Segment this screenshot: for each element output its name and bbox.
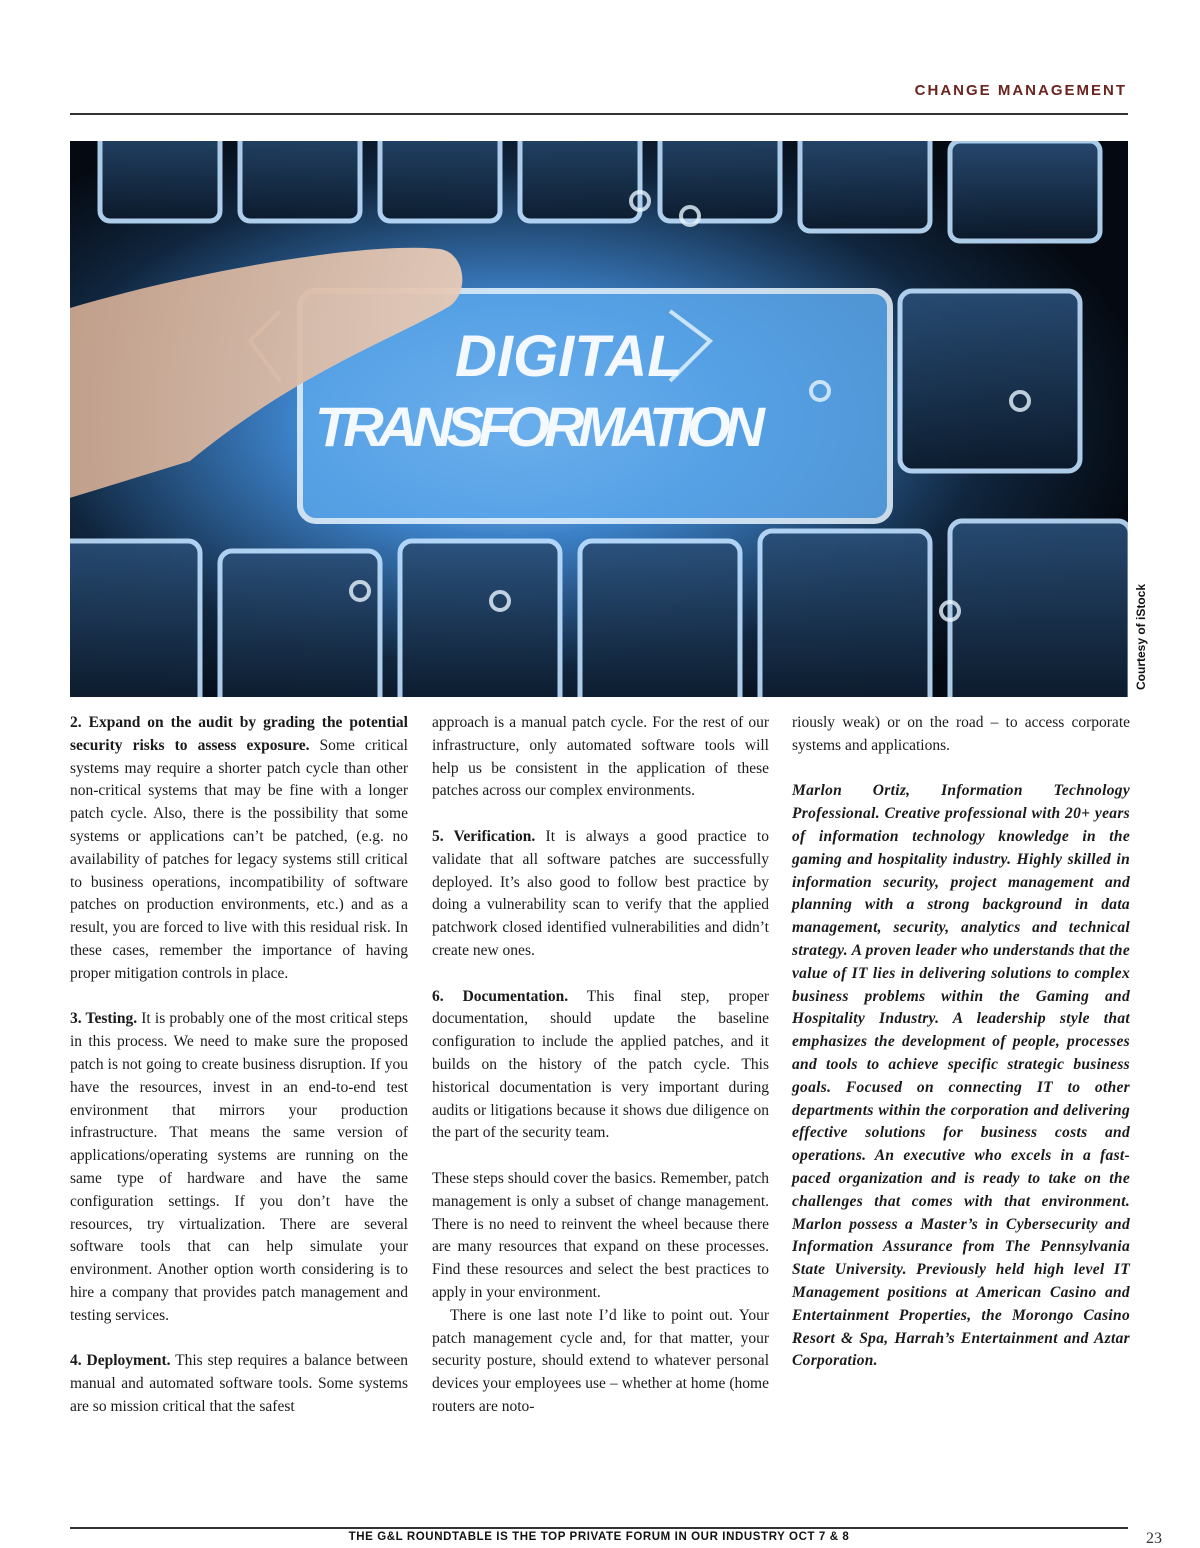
paragraph (70, 1008, 408, 1327)
paragraph (70, 712, 408, 986)
paragraph: riously weak) or on the road – to access corporate systems and applications. (792, 714, 1130, 754)
column-3 (792, 712, 1130, 1373)
paragraph: These steps should cover the basics. Remember, patch management is only a subset of change management. There is no need to reinvent the wheel because there are many resources that expand on these processes. Find these resources and select the best practices to apply in your environment. (432, 1169, 769, 1301)
image-text-digital: DIGITAL (455, 324, 683, 389)
step-heading: 5. Verification. (432, 827, 536, 845)
step-heading: 4. Deployment. (70, 1352, 171, 1370)
step-heading: 3. Testing. (70, 1010, 138, 1028)
author-bio: Marlon Ortiz, Information Technology Professional. Creative professional with 20+ years of information technology knowledge in the gaming and hospitality industry. Highly skilled in information security, project management and planning with a strong background in data management, security, analytics and technical strategy. A proven leader who understands that the value of IT lies in delivering solutions to complex business problems within the Gaming and Hospitality Industry. A leadership style that emphasizes the development of people, processes and tools to achieve specific strategic business goals. Focused on connecting IT to other departments within the corporation and delivering effective solutions for business costs and operations. An executive who excels in a fast-paced organization and is ready to take on the challenges that comes with that environment. Marlon possess a Master’s in Cybersecurity and Information Assurance from The Pennsylvania State University. Previously held high level IT Management positions at American Casino and Entertainment Properties, the Morongo Casino Resort & Spa, Harrah’s Entertainment and Aztar Corporation. (792, 782, 1130, 1370)
column-1 (70, 712, 408, 1419)
page-number: 23 (1146, 1530, 1162, 1547)
keyboard-illustration (70, 141, 1128, 697)
photo-credit: Courtesy of iStock (1134, 583, 1148, 690)
paragraph (432, 826, 769, 963)
step-heading: 2. Expand on the audit by grading the potential security risks to assess exposure. (70, 714, 408, 754)
image-text-transformation: TRANSFORMATION (315, 395, 765, 458)
section-header: CHANGE MANAGEMENT (914, 82, 1127, 99)
footer-banner: THE G&L ROUNDTABLE IS THE TOP PRIVATE FORUM IN OUR INDUSTRY OCT 7 & 8 (348, 1531, 850, 1543)
step-text: This step requires a balance between manual and automated software tools. Some systems are so mission critical that the safest (70, 1352, 408, 1415)
hero-image (70, 141, 1128, 697)
paragraph (432, 986, 769, 1146)
paragraph: approach is a manual patch cycle. For the rest of our infrastructure, only automated software tools will help us be consistent in the application of these patches across our complex environments. (432, 714, 769, 800)
paragraph (70, 1350, 408, 1418)
paragraph: There is one last note I’d like to point out. Your patch management cycle and, for that matter, your security posture, should extend to whatever personal devices your employees use – whether at home (home routers are noto- (432, 1306, 769, 1415)
step-text: It is probably one of the most critical steps in this process. We need to make sure the proposed patch is not going to create business disruption. If you have the resources, invest in an end-to-end test environment that mirrors your production infrastructure. That means the same version of applications/operating systems are running on the same type of hardware and have the same configuration settings. If you don’t have the resources, try virtualization. There are several software tools that can help simulate your environment. Another option worth considering is to hire a company that provides patch management and testing services. (70, 1010, 408, 1324)
step-text: Some critical systems may require a shorter patch cycle than other non-critical systems that may be fine with a longer patch cycle. Also, there is the possibility that some systems or applications can’t be patched, (e.g. no availability of patches for legacy systems still critical to business operations, incompatibility of software patches on production environments, etc.) and as a result, you are forced to live with this residual risk. In these cases, remember the importance of having proper mitigation controls in place. (70, 736, 408, 982)
step-heading: 6. Documentation. (432, 987, 569, 1005)
top-rule (70, 113, 1128, 115)
bottom-rule (70, 1527, 1128, 1529)
step-text: It is always a good practice to validate that all software patches are successfully deployed. It’s also good to follow best practice by doing a vulnerability scan to verify that the applied patchwork closed identified vulnerabilities and didn’t create new ones. (432, 827, 769, 959)
column-2 (432, 712, 769, 1419)
step-text: This final step, proper documentation, should update the baseline configuration to include the applied patches, and it builds on the history of the patch cycle. This historical documentation is very important during audits or litigations because it shows due diligence on the part of the security team. (432, 987, 769, 1142)
